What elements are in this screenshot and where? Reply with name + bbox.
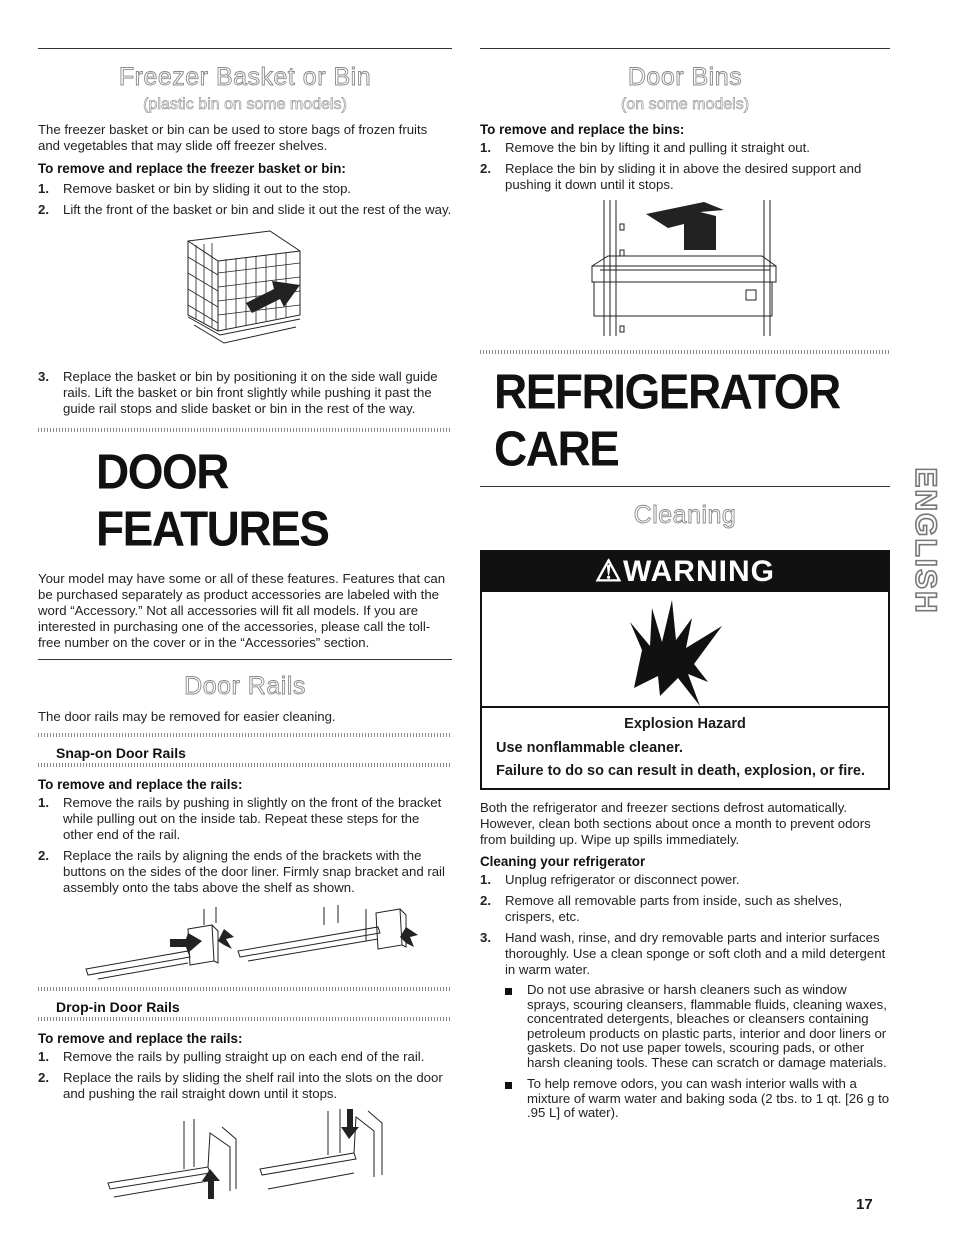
- section-divider: [38, 428, 452, 432]
- list-item: 2. Remove all removable parts from inside, such as shelves, crispers, etc.: [480, 893, 843, 924]
- freezer-basket-step3: [38, 369, 452, 417]
- cleaning-bullets: [505, 983, 890, 1121]
- left-column: [38, 48, 452, 1207]
- drop-in-steps: [38, 1049, 452, 1102]
- door-features-intro: Your model may have some or all of these features. Features that can be purchased separately as product accessories are labeled with the word “Accessory.” Not all accessories will fit all models. If you are interested in purchasing one of the accessories, please call the toll-free number on the cover or in the “Accessories” section.: [38, 571, 446, 650]
- section-rule: [480, 48, 890, 49]
- drop-in-label: Drop-in Door Rails: [56, 999, 180, 1015]
- drop-in-heading: To remove and replace the rails:: [38, 1031, 243, 1046]
- warning-line-2: Failure to do so can result in death, explosion, or fire.: [496, 763, 866, 779]
- door-bins-steps: [480, 140, 890, 193]
- section-rule: [38, 48, 452, 49]
- warning-header: [482, 552, 888, 592]
- subsection-divider: [38, 733, 452, 737]
- list-item: 2. Replace the rails by aligning the ends of the brackets with the buttons on the sides of the door liner. Firmly snap bracket and rail assembly onto the tabs above the shelf as shown.: [38, 848, 445, 895]
- freezer-basket-intro: The freezer basket or bin can be used to store bags of frozen fruits and vegetables that may slide off freezer shelves.: [38, 122, 428, 153]
- warning-box: [480, 550, 890, 790]
- door-bins-subtitle: (on some models): [620, 96, 750, 113]
- list-item: 1. Remove the bin by lifting it and pulling it straight out.: [480, 140, 810, 155]
- warning-line-1: Use nonflammable cleaner.: [496, 740, 683, 756]
- subsection-divider: [38, 987, 452, 991]
- list-item: 1. Remove the rails by pushing in slightly on the front of the bracket while pulling out on the inside tab. Repeat these steps for the other end of the rail.: [38, 795, 442, 842]
- door-bin-illustration: [480, 198, 890, 338]
- cleaning-intro: Both the refrigerator and freezer sections defrost automatically. However, clean both sections about once a month to prevent odors from building up. Wipe up spills immediately.: [480, 800, 871, 847]
- freezer-basket-heading: To remove and replace the freezer basket or bin:: [38, 161, 346, 176]
- snap-on-rails-illustration: [38, 901, 452, 983]
- list-item: To help remove odors, you can wash interior walls with a mixture of warm water and baking soda (2 tbs. to 1 qt. [26 g to .95 L] of water).: [505, 1077, 890, 1121]
- freezer-basket-steps: [38, 181, 452, 218]
- section-rule: [38, 659, 452, 660]
- cleaning-steps: [480, 872, 890, 978]
- drop-in-rails-illustration: [38, 1107, 452, 1207]
- page-number: 17: [856, 1196, 873, 1213]
- warning-triangle-icon: ⚠: [595, 555, 623, 588]
- freezer-basket-subtitle: (plastic bin on some models): [143, 96, 347, 113]
- warning-hazard: Explosion Hazard: [624, 716, 746, 732]
- explosion-icon: [482, 592, 888, 708]
- list-item: 1. Remove the rails by pulling straight up on each end of the rail.: [38, 1049, 425, 1064]
- door-rails-title: Door Rails: [184, 672, 306, 700]
- list-item: 3. Replace the basket or bin by positioning it on the side wall guide rails. Lift the basket or bin front slightly while pushing it past the guide rail stops and slide basket or bin in the rest of the way.: [38, 369, 438, 416]
- list-item: 2. Lift the front of the basket or bin and slide it out the rest of the way.: [38, 202, 452, 217]
- cleaning-title: Cleaning: [633, 501, 737, 529]
- door-bins-title: Door Bins: [627, 63, 743, 91]
- door-rails-intro: The door rails may be removed for easier cleaning.: [38, 709, 336, 724]
- warning-icon-area: [482, 592, 888, 708]
- list-item: 1. Unplug refrigerator or disconnect power.: [480, 872, 740, 887]
- snap-on-label: Snap-on Door Rails: [56, 745, 186, 761]
- warning-text: [482, 708, 888, 788]
- subsection-divider: [38, 763, 452, 767]
- door-bins-heading: To remove and replace the bins:: [480, 122, 685, 137]
- section-divider: [480, 350, 890, 354]
- freezer-basket-title: Freezer Basket or Bin: [118, 63, 372, 91]
- list-item: 1. Remove basket or bin by sliding it out to the stop.: [38, 181, 352, 196]
- right-column: [480, 48, 890, 1128]
- snap-on-steps: [38, 795, 452, 896]
- cleaning-heading: Cleaning your refrigerator: [480, 854, 646, 869]
- freezer-basket-illustration: [38, 223, 452, 365]
- list-item: 2. Replace the rails by sliding the shelf rail into the slots on the door and pushing the rail straight down until it stops.: [38, 1070, 443, 1101]
- list-item: 3. Hand wash, rinse, and dry removable parts and interior surfaces thoroughly. Use a clean sponge or soft cloth and a mild detergent in warm water.: [480, 930, 886, 977]
- snap-on-heading: To remove and replace the rails:: [38, 777, 243, 792]
- warning-label: WARNING: [622, 555, 775, 588]
- list-item: Do not use abrasive or harsh cleaners such as window sprays, scouring cleansers, flammable fluids, cleaning waxes, concentrated detergents, bleaches or cleansers containing petroleum products on plastic parts, interior and door liners or gaskets. Do not use paper towels, scouring pads, or other harsh cleaning tools. These can scratch or damage materials.: [505, 983, 890, 1070]
- section-rule: [480, 486, 890, 487]
- subsection-divider: [38, 1017, 452, 1021]
- refrigerator-care-title: REFRIGERATOR CARE: [494, 363, 840, 477]
- door-features-title: DOOR FEATURES: [96, 443, 329, 557]
- language-tab: [905, 452, 942, 632]
- language-tab-label: ENGLISH: [909, 467, 942, 615]
- list-item: 2. Replace the bin by sliding it in above the desired support and pushing it down until it stops.: [480, 161, 862, 192]
